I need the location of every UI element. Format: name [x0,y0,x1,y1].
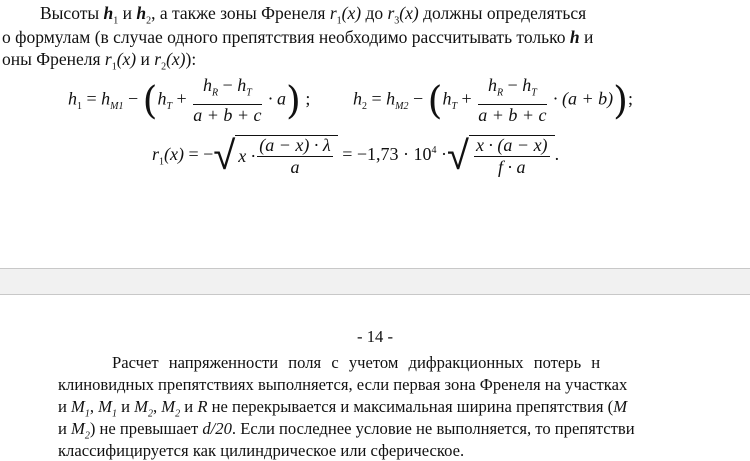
page-separator [0,268,750,295]
radicand [469,135,555,177]
paren-close: ) [286,78,301,123]
text-line-6: и $M_1$, $M_1$ и $M_2$, $M_2$ и R не перекрывается и максимальная ширина препятствия (M [58,397,628,420]
radicand: x · $\frac{(a - x) \cdot \lambda}{a}$ [235,135,337,177]
text-line-3: оны Френеля $r_1(x)$ и $r_2(x)$): [2,49,197,73]
fraction: $\frac{x \cdot (a - x)}{f \cdot a}$ [475,135,548,177]
formula-r1: $r_1(x)$ = −√ x · $\frac{(a - x) \cdot \lambda}{a}$ = $-1,73 \cdot 10^4$ ·√ $\frac{x \cdot (a - x)}{f \cdot a}$ . [152,133,560,179]
paren-open: ( [142,78,158,123]
radical-sign: √ [446,133,469,179]
formula-h1: $h_1 = h_{M1} - (h_T$ + $\frac{h_R - h_T}{a + b + c}$ · a) ; [68,75,311,125]
radical-sign: √ [213,133,236,179]
paren-close: ) [613,78,628,123]
text-line-2: о формулам (в случае одного препятствия необходимо рассчитывать только h и [2,27,594,47]
formula-h2: $h_2 = h_{M2} - (h_T$ + $\frac{h_R - h_T}{a + b + c}$ · (a + b)); [353,75,633,125]
fraction: $\frac{(a - x) \cdot \lambda}{a}$ [259,135,331,177]
fraction: $\frac{h_R - h_T}{a + b + c}$ [193,75,262,125]
paren-open: ( [427,78,443,123]
page-number: - 14 - [357,327,393,346]
text-line-1: Высоты $h_1$ и $h_2$, а также зоны Френеля $r_1(x)$ до $r_3(x)$ должны определяться [40,3,587,27]
text-line-4: Расчет напряженности поля с учетом дифракционных потерь н [112,353,601,372]
text-line-5: клиновидных препятствиях выполняется, если первая зона Френеля на участках [58,375,628,394]
text-line-7: и $M_2$) не превышает d/20. Если последнее условие не выполняется, то препятстви [58,419,635,442]
fraction: $\frac{h_R - h_T}{a + b + c}$ [478,75,547,125]
text-line-8: классифицируется как цилиндрическое или сферическое. [58,441,465,460]
